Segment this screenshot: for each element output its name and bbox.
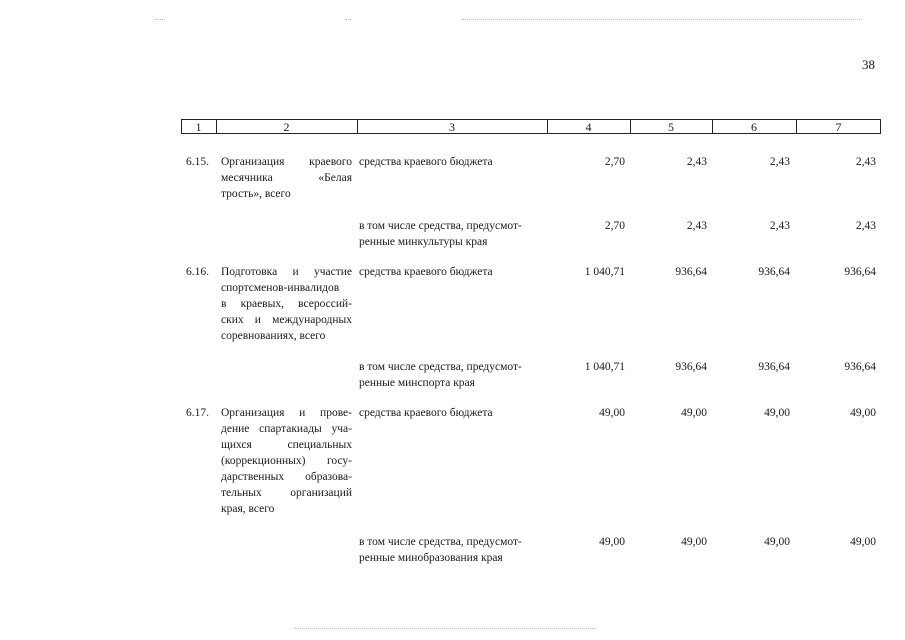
funding-source-sub <box>359 218 522 250</box>
row-name-line: трость», всего <box>221 188 291 200</box>
funding-source-line: в том числе средства, предусмот- <box>359 536 522 548</box>
header-col-5: 5 <box>668 120 674 134</box>
funding-source-sub <box>359 534 522 566</box>
funding-source: средства краевого бюджета <box>359 156 493 168</box>
row-name-line: месячника «Белая <box>221 172 352 184</box>
row-name-line: в краевых, всероссий- <box>221 298 352 310</box>
table-header-row <box>181 119 881 135</box>
value-col-7: 2,43 <box>855 156 876 168</box>
row-name-line: дарственных образова- <box>221 471 352 483</box>
header-col-6: 6 <box>751 120 757 134</box>
row-number: 6.15. <box>186 156 209 168</box>
value-col-6: 2,43 <box>769 220 790 232</box>
value-col-5: 936,64 <box>675 266 707 278</box>
row-name-line: Подготовка и участие <box>221 266 352 278</box>
header-col-1: 1 <box>195 120 202 134</box>
funding-source-sub <box>359 359 522 391</box>
value-col-7: 49,00 <box>850 536 876 548</box>
value-col-4: 49,00 <box>599 407 625 419</box>
value-col-5: 2,43 <box>686 220 707 232</box>
value-col-7: 49,00 <box>850 407 876 419</box>
row-name-line: соревнованиях, всего <box>221 330 326 342</box>
header-col-3: 3 <box>449 120 455 134</box>
value-col-7: 936,64 <box>844 361 876 373</box>
value-col-5: 2,43 <box>686 156 707 168</box>
value-col-4: 49,00 <box>599 536 625 548</box>
value-col-4: 2,70 <box>604 156 625 168</box>
funding-source-line: ренные минобразования края <box>359 552 503 564</box>
row-name-line: Организация краевого <box>221 156 352 168</box>
header-col-4: 4 <box>585 120 592 134</box>
row-name-line: тельных организаций <box>221 487 352 499</box>
row-name-line: Организация и прове- <box>221 407 352 419</box>
value-col-4: 1 040,71 <box>584 266 625 278</box>
row-name-line: (коррекционных) госу- <box>221 455 352 467</box>
funding-source: средства краевого бюджета <box>359 407 493 419</box>
row-name <box>221 405 352 517</box>
value-col-6: 936,64 <box>758 361 790 373</box>
value-col-4: 1 040,71 <box>584 361 625 373</box>
header-col-7: 7 <box>835 120 842 134</box>
row-name <box>221 264 352 344</box>
page-number: 38 <box>862 57 875 72</box>
funding-source-line: в том числе средства, предусмот- <box>359 220 522 232</box>
value-col-6: 2,43 <box>769 156 790 168</box>
value-col-5: 49,00 <box>681 536 707 548</box>
value-col-4: 2,70 <box>604 220 625 232</box>
row-name-line: ских и международных <box>221 314 352 326</box>
value-col-6: 936,64 <box>758 266 790 278</box>
value-col-7: 936,64 <box>844 266 876 278</box>
row-name-line: спортсменов-инвалидов <box>221 282 340 294</box>
row-name-line: дение спартакиады уча- <box>221 423 352 435</box>
header-col-2: 2 <box>283 120 290 134</box>
row-number: 6.16. <box>186 266 209 278</box>
value-col-7: 2,43 <box>855 220 876 232</box>
row-name-line: края, всего <box>221 503 275 515</box>
value-col-6: 49,00 <box>764 536 790 548</box>
row-number: 6.17. <box>186 407 209 419</box>
value-col-6: 49,00 <box>764 407 790 419</box>
funding-source-line: ренные минкультуры края <box>359 236 488 248</box>
funding-source: средства краевого бюджета <box>359 266 493 278</box>
value-col-5: 936,64 <box>675 361 707 373</box>
row-name-line: щихся специальных <box>221 439 352 451</box>
row-name <box>221 154 352 202</box>
funding-source-line: ренные минспорта края <box>359 377 475 389</box>
funding-source-line: в том числе средства, предусмот- <box>359 361 522 373</box>
value-col-5: 49,00 <box>681 407 707 419</box>
